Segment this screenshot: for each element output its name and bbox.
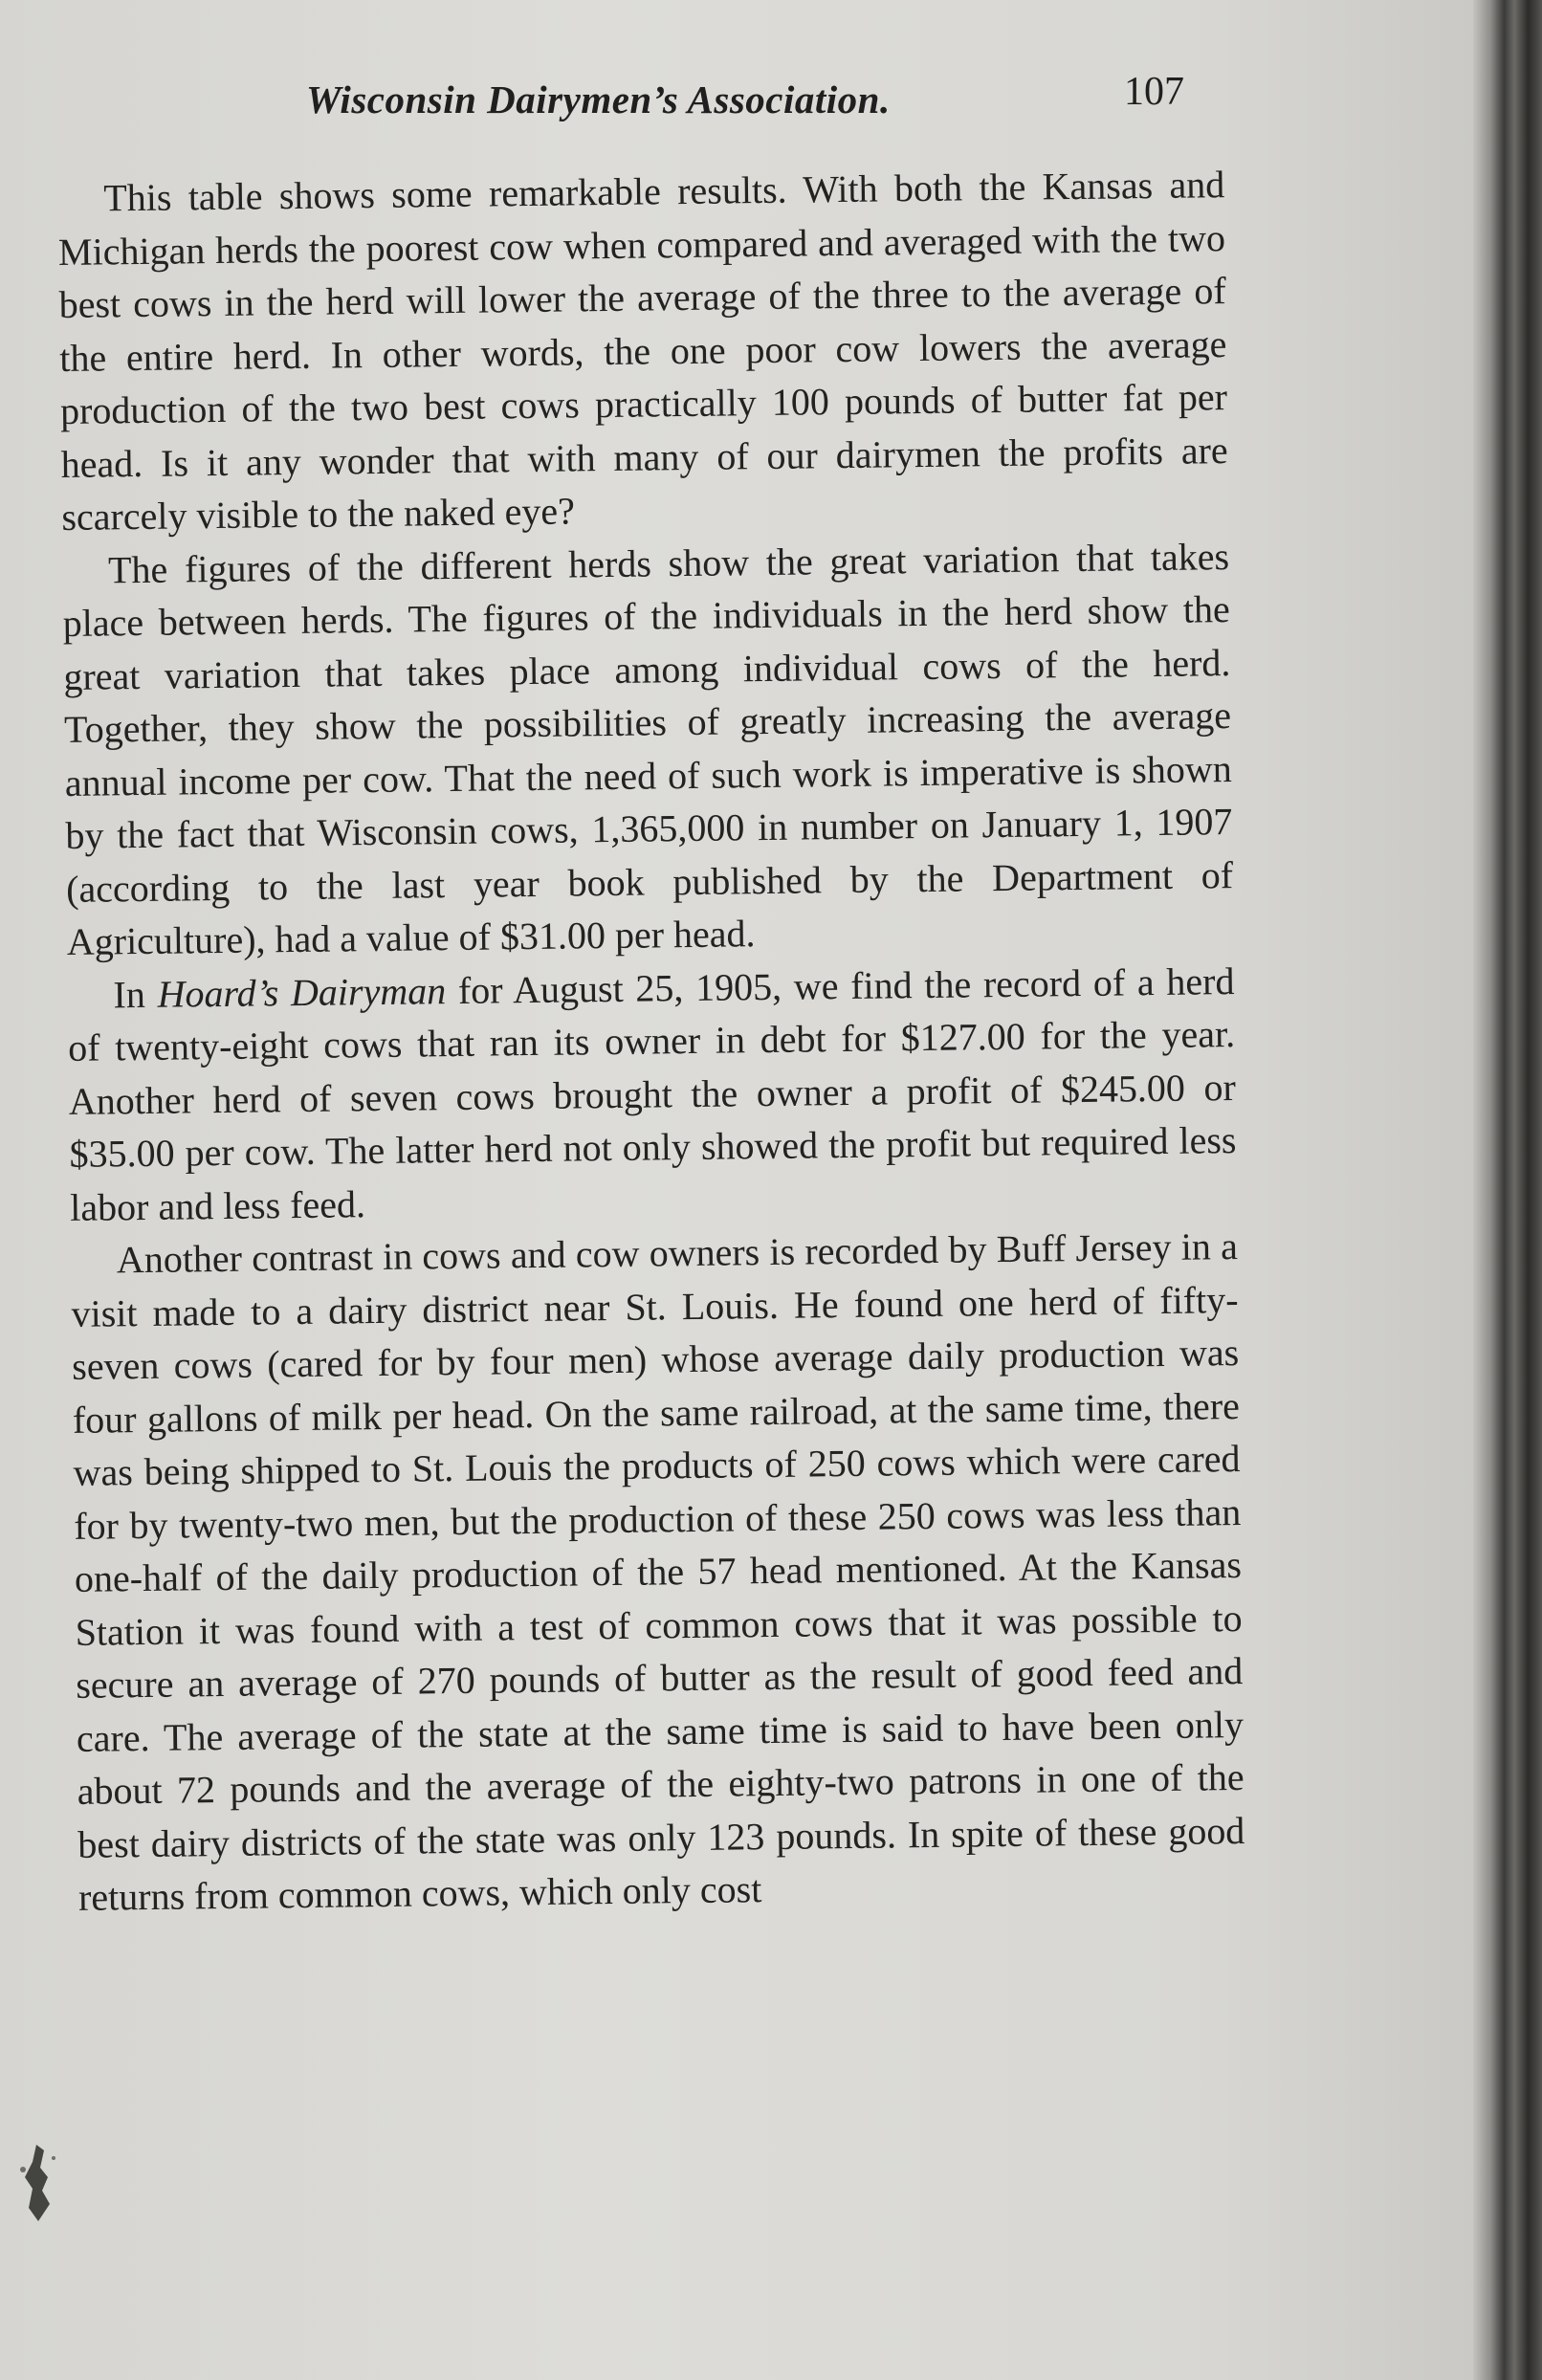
paragraph-3-body: for August 25, 1905, we find the record of a herd of twenty-eight cows that ran its owner in debt for $127.00 for the year. Another herd of seven cows brought the owner a profit of $245.00 or $35.00 per cow. The latter herd not only showed the profit but required less labor and less feed. — [67, 959, 1237, 1229]
body-text — [57, 158, 1245, 1924]
paragraph-2: The figures of the different herds show the great variation that takes place between herds. The figures of the individuals in the herd show the great variation that takes place among individual cows of the herd. Together, they show the possibilities of greatly increasing the average annual income per cow. That the need of such work is imperative is shown by the fact that Wisconsin cows, 1,365,000 in number on January 1, 1907 (according to the last year book published by the Department of Agriculture), had a value of $31.00 per head. — [62, 534, 1234, 963]
paragraph-3 — [67, 955, 1237, 1234]
running-head — [0, 69, 1492, 136]
paragraph-3-lead: In — [113, 972, 158, 1016]
paragraph-1: This table shows some remarkable results. With both the Kansas and Michigan herds the poorest cow when compared and averaged with the two best cows in the herd will lower the average of the three to the average of the entire herd. In other words, the one poor cow lowers the average production of the two best cows practically 100 pounds of butter fat per head. Is it any wonder that with many of our dairymen the profits are scarcely visible to the naked eye? — [57, 163, 1228, 539]
paragraph-4: Another contrast in cows and cow owners is recorded by Buff Jersey in a visit made to a dairy district near St. Louis. He found one herd of fifty-seven cows (cared for by four men) whose average daily production was four gallons of milk per head. On the same railroad, at the same time, there was being shipped to St. Louis the products of 250 cows which were cared for by twenty-two men, but the production of these 250 cows was less than one-half of the daily production of the 57 head mentioned. At the Kansas Station it was found with a test of common cows that it was possible to secure an average of 270 pounds of butter as the result of good feed and care. The average of the state at the same time is said to have been only about 72 pounds and the average of the eighty-two patrons in one of the best dairy districts of the state was only 123 pounds. In spite of these good returns from common cows, which only cost — [71, 1224, 1245, 1919]
ink-smudge-mark — [15, 2141, 63, 2227]
book-spine-edge — [1473, 0, 1542, 2380]
running-title: Wisconsin Dairymen’s Association. — [306, 77, 891, 121]
publication-title: Hoard’s Dairyman — [157, 968, 447, 1016]
page-number: 107 — [1124, 70, 1184, 114]
